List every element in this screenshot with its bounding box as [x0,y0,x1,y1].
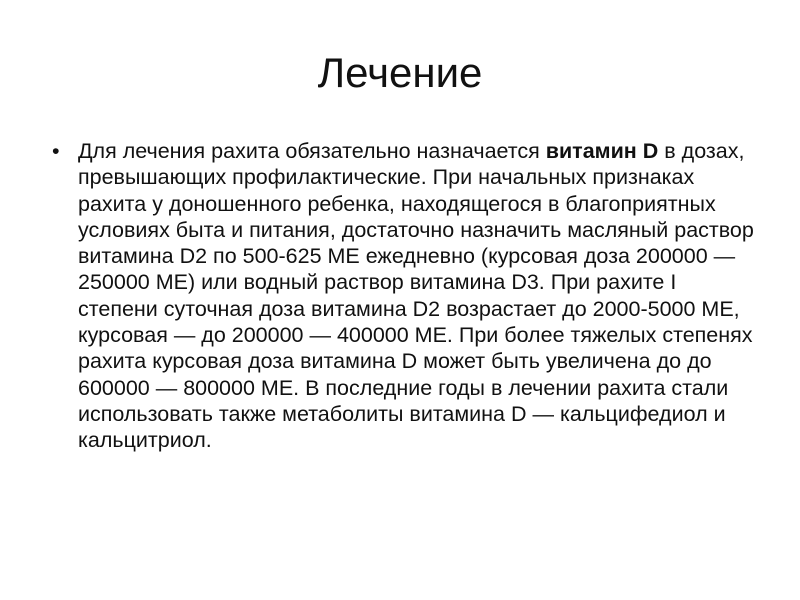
bullet-item [52,138,752,454]
bold-term: витамин D [545,139,659,163]
bullet-icon: • [52,139,60,163]
paragraph-text-rest: в дозах, превышающих профилактические. При начальных признаках рахита у доношенного ребенка, находящегося в благоприятных условиях быта и питания, достаточно назначить масляный раствор витамина D2 по 500-625 МЕ ежедневно (курсовая доза 200000 — 250000 МЕ) или водный раствор витамина D3. При рахите I степени суточная доза витамина D2 возрастает до 2000-5000 МЕ, курсовая — до 200000 — 400000 МЕ. При более тяжелых степенях рахита курсовая доза витамина D может быть увеличена до до 600000 — 800000 МЕ. В последние годы в лечении рахита стали использовать также метаболиты витамина D — кальцифедиол и кальцитриол. [78,139,754,453]
bullet-text [78,138,758,454]
slide-content [52,138,752,454]
paragraph-text-start: Для лечения рахита обязательно назначается [78,139,546,163]
slide-title: Лечение [317,49,483,96]
